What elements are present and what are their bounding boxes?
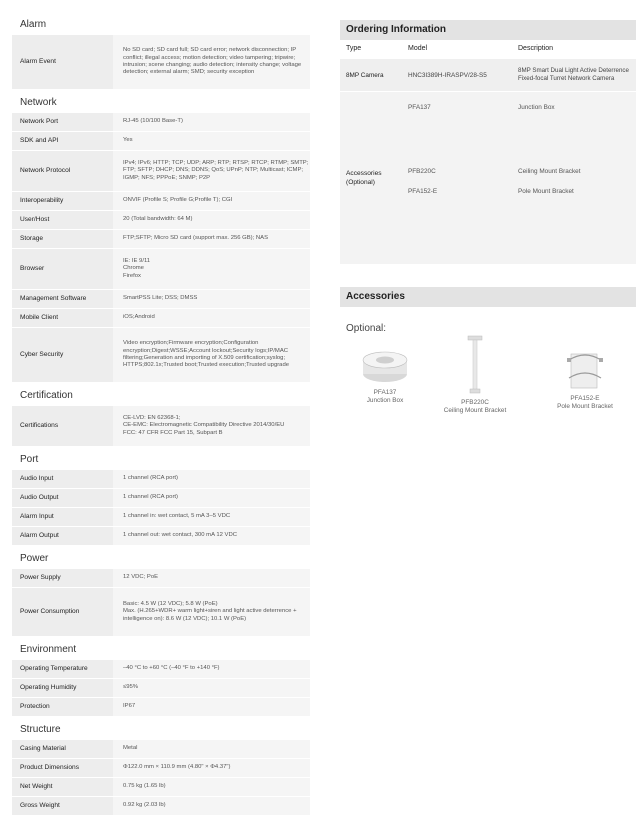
- camera-model: HNC3I389H-IRASPV/28-S5: [408, 71, 487, 79]
- pole-bracket-image: [563, 348, 607, 392]
- accessory-model: PFB220C: [461, 399, 489, 406]
- accessories-title: Accessories: [340, 287, 636, 307]
- accessories-label: Accessories (Optional): [346, 170, 382, 186]
- spec-row: [12, 698, 310, 717]
- spec-row: [12, 132, 310, 151]
- spec-value: Basic: 4.5 W (12 VDC); 5.8 W (PoE) Max. (H.265+WDR+ warm light+siren and light active deterrence + intelligence on): 8.6 W (12 VDC); 10.1 W (PoE): [113, 588, 310, 636]
- type-header: Type: [346, 45, 362, 52]
- spec-key: Net Weight: [12, 778, 113, 796]
- spec-row: [12, 797, 310, 816]
- spec-key: Audio Input: [12, 470, 113, 488]
- accessory-model: PFA152-E: [408, 188, 438, 195]
- spec-row: [12, 328, 310, 383]
- ordering-information: [340, 20, 636, 264]
- spec-row: [12, 569, 310, 588]
- spec-value: RJ-45 (10/100 Base-T): [113, 113, 310, 131]
- spec-key: Network Protocol: [12, 151, 113, 191]
- accessory-model: PFA137: [408, 104, 431, 111]
- accessory-row: [402, 188, 636, 195]
- accessory-name: Ceiling Mount Bracket: [443, 407, 507, 414]
- spec-key: Mobile Client: [12, 309, 113, 327]
- spec-key: Operating Humidity: [12, 679, 113, 697]
- spec-value: SmartPSS Lite; DSS; DMSS: [113, 290, 310, 308]
- description-header: Description: [518, 45, 554, 52]
- spec-value: 1 channel in: wet contact, 5 mA 3–5 VDC: [113, 508, 310, 526]
- accessory-row: [402, 168, 636, 175]
- spec-row: [12, 470, 310, 489]
- spec-key: Operating Temperature: [12, 660, 113, 678]
- section-title: Power: [20, 553, 49, 564]
- accessory-figure: [430, 334, 520, 415]
- spec-value: Φ122.0 mm × 110.9 mm (4.80" × Φ4.37"): [113, 759, 310, 777]
- spec-value: IE: IE 9/11 Chrome Firefox: [113, 249, 310, 289]
- accessory-figure: [540, 348, 630, 411]
- spec-value: 0.92 kg (2.03 lb): [113, 797, 310, 815]
- accessory-model: PFB220C: [408, 168, 436, 175]
- spec-key: User/Host: [12, 211, 113, 229]
- spec-key: Power Supply: [12, 569, 113, 587]
- ordering-title: Ordering Information: [340, 20, 636, 40]
- accessory-name: Junction Box: [366, 397, 404, 404]
- spec-key: Gross Weight: [12, 797, 113, 815]
- section-title: Network: [20, 97, 57, 108]
- spec-key: Protection: [12, 698, 113, 716]
- spec-row: [12, 759, 310, 778]
- spec-value: Metal: [113, 740, 310, 758]
- spec-value: IPv4; IPv6; HTTP; TCP; UDP; ARP; RTP; RTSP; RTCP; RTMP; SMTP; FTP; SFTP; DHCP; DNS; DDNS; QoS; UPnP; NTP; Multicast; ICMP; IGMP; NFS; PPPoE; SNMP; P2P: [113, 151, 310, 191]
- spec-key: Interoperability: [12, 192, 113, 210]
- spec-row: [12, 211, 310, 230]
- spec-row: [12, 740, 310, 759]
- spec-key: Casing Material: [12, 740, 113, 758]
- section-title: Certification: [20, 390, 73, 401]
- section-title: Alarm: [20, 19, 47, 30]
- spec-key: Cyber Security: [12, 328, 113, 382]
- accessory-description: Pole Mount Bracket: [518, 188, 574, 195]
- spec-row: [12, 151, 310, 192]
- ordering-header-row: [340, 40, 636, 58]
- spec-value: 20 (Total bandwidth: 64 M): [113, 211, 310, 229]
- spec-key: Alarm Event: [12, 35, 113, 89]
- accessory-description: Junction Box: [518, 104, 555, 111]
- spec-value: Yes: [113, 132, 310, 150]
- spec-value: Video encryption;Firmware encryption;Configuration encryption;Digest;WSSE;Account lockout;Security logs;IP/MAC filtering;Generation and importing of X.509 certification;syslog; HTTPS;802.1x;Trusted boot;Trusted execution;Trusted upgrade: [113, 328, 310, 382]
- spec-value: FTP;SFTP; Micro SD card (support max. 256 GB); NAS: [113, 230, 310, 248]
- spec-value: 1 channel out: wet contact, 300 mA 12 VDC: [113, 527, 310, 545]
- spec-key: Certifications: [12, 406, 113, 446]
- camera-row: [340, 58, 636, 91]
- spec-row: [12, 527, 310, 546]
- spec-value: iOS;Android: [113, 309, 310, 327]
- spec-value: 12 VDC; PoE: [113, 569, 310, 587]
- accessories-rows: [340, 91, 636, 264]
- spec-row: [12, 660, 310, 679]
- ceiling-bracket-image: [460, 334, 490, 396]
- accessory-row: [402, 104, 636, 111]
- spec-row: [12, 588, 310, 637]
- accessory-model: PFA137: [373, 389, 397, 396]
- spec-key: Storage: [12, 230, 113, 248]
- spec-key: Browser: [12, 249, 113, 289]
- spec-value: No SD card; SD card full; SD card error; network disconnection; IP conflict; illegal access; motion detection; video tampering; tripwire; intrusion; scene changing; audio detection; intensity change; voltage detection; external alarm; SMD; security exception: [113, 35, 310, 89]
- spec-row: [12, 290, 310, 309]
- spec-key: Network Port: [12, 113, 113, 131]
- accessory-figure: [350, 346, 420, 405]
- spec-value: 1 channel (RCA port): [113, 489, 310, 507]
- spec-row: [12, 406, 310, 447]
- accessory-description: Ceiling Mount Bracket: [518, 168, 581, 175]
- spec-row: [12, 35, 310, 90]
- spec-key: Power Consumption: [12, 588, 113, 636]
- camera-type: 8MP Camera: [346, 71, 384, 79]
- spec-row: [12, 309, 310, 328]
- spec-row: [12, 113, 310, 132]
- spec-table: [12, 14, 310, 816]
- spec-row: [12, 192, 310, 211]
- spec-key: Management Software: [12, 290, 113, 308]
- spec-row: [12, 508, 310, 527]
- spec-row: [12, 249, 310, 290]
- section-title: Structure: [20, 724, 61, 735]
- spec-value: CE-LVD: EN 62368-1; CE-EMC: Electromagnetic Compatibility Directive 2014/30/EU FCC: 47 CFR FCC Part 15, Subpart B: [113, 406, 310, 446]
- spec-value: 0.75 kg (1.65 lb): [113, 778, 310, 796]
- spec-row: [12, 230, 310, 249]
- accessory-model: PFA152-E: [570, 395, 600, 402]
- optional-label: Optional:: [346, 323, 387, 334]
- accessory-name: Pole Mount Bracket: [557, 403, 613, 410]
- spec-row: [12, 679, 310, 698]
- camera-description: 8MP Smart Dual Light Active Deterrence Fixed-focal Turret Network Camera: [518, 67, 629, 82]
- spec-value: –40 °C to +60 °C (–40 °F to +140 °F): [113, 660, 310, 678]
- spec-key: Product Dimensions: [12, 759, 113, 777]
- spec-value: 1 channel (RCA port): [113, 470, 310, 488]
- junction-box-image: [360, 346, 410, 386]
- spec-key: Alarm Output: [12, 527, 113, 545]
- accessories-section: [340, 287, 636, 444]
- spec-value: ONVIF (Profile S; Profile G;Profile T); CGI: [113, 192, 310, 210]
- spec-key: Alarm Input: [12, 508, 113, 526]
- spec-row: [12, 489, 310, 508]
- section-title: Port: [20, 454, 39, 465]
- spec-value: IP67: [113, 698, 310, 716]
- spec-key: Audio Output: [12, 489, 113, 507]
- spec-row: [12, 778, 310, 797]
- section-title: Environment: [20, 644, 77, 655]
- model-header: Model: [408, 45, 428, 52]
- spec-value: ≤95%: [113, 679, 310, 697]
- spec-key: SDK and API: [12, 132, 113, 150]
